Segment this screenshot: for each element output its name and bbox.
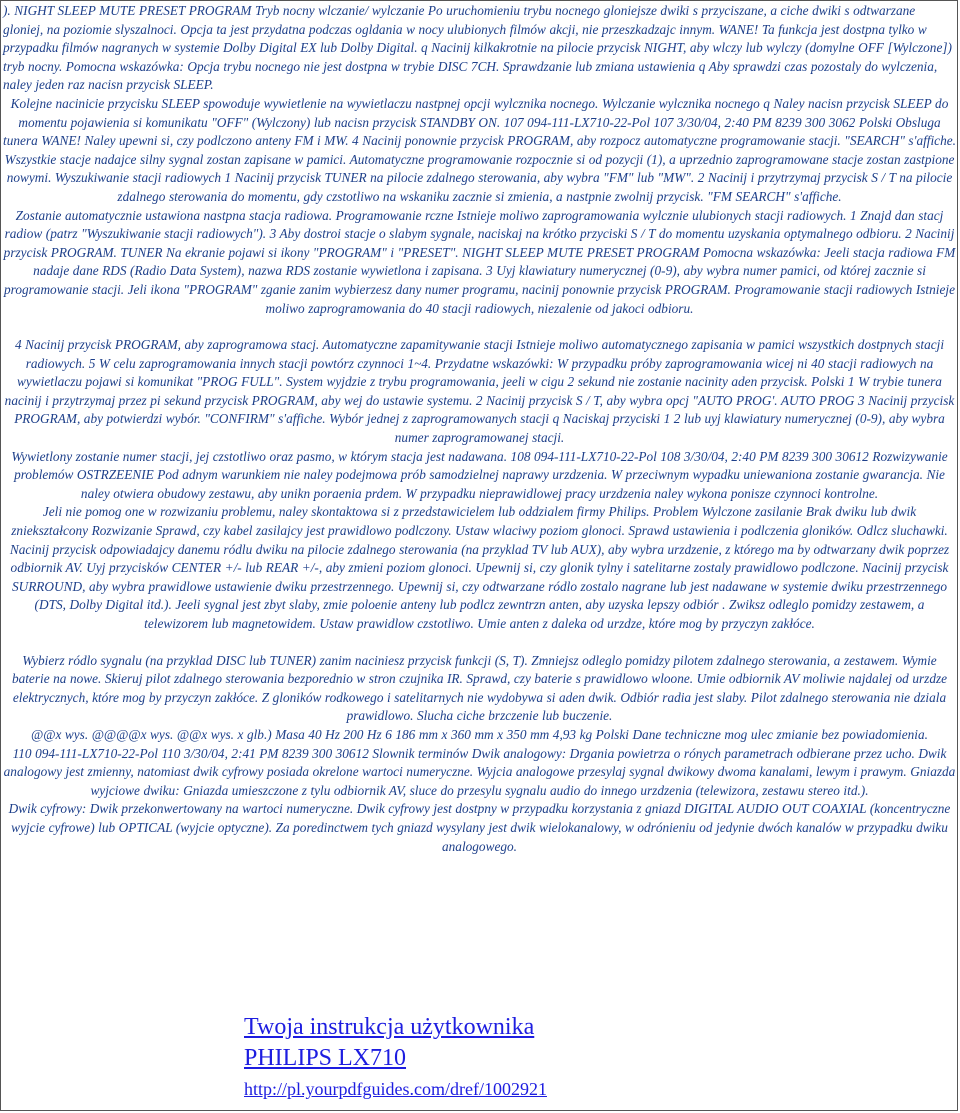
paragraph-glossary-digital: Dwik cyfrowy: Dwik przekonwertowany na wartoci numeryczne. Dwik cyfrowy jest dostpny w przypadku korzystania z gniazd DIGITAL AUDIO OUT COAXIAL (koncentryczne wyjcie cyfrowe) lub OPTICAL (wyjcie optyczne). Za poredinctwem tych gniazd wysylany jest dwik wielokanalowy, w odrónieniu od jedynie dwóch kanalów w przypadku dwiku analogowego. bbox=[8, 801, 951, 854]
footer-links bbox=[244, 1012, 547, 1102]
document-body bbox=[3, 2, 956, 856]
model-link[interactable]: PHILIPS LX710 bbox=[244, 1045, 407, 1071]
paragraph-auto-store: 4 Nacinij przycisk PROGRAM, aby zaprogramowa stacj. Automatyczne zapamitywanie stacji Istnieje moliwo automatycznego zapisania w pamici wszystkich dostpnych stacji radiowych. 5 W celu zaprogramowania innych stacji powtórz czynnoci 1~4. Przydatne wskazówki: W przypadku próby zaprogramowania wicej ni 40 stacji radiowych na wywietlaczu pojawi si komunikat "PROG FULL". System wyjdzie z trybu programowania, jeeli w cigu 2 sekund nie zostanie nacinity aden przycisk. Polski 1 W trybie tunera nacinij i przytrzymaj przez pi sekund przycisk PROGRAM, aby wej do ustawie systemu. 2 Nacinij przycisk S / T, aby wybra opcj "AUTO PROG'. AUTO PROG 3 Nacinij przycisk PROGRAM, aby potwierdzi wybór. "CONFIRM" s'affiche. Wybór jednej z zaprogramowanych stacji q Naciskaj przyciski 1 2 lub uyj klawiatury numerycznej (0-9), aby wybra numer zaprogramowanej stacji. bbox=[4, 337, 955, 446]
paragraph-gap bbox=[3, 318, 956, 336]
paragraph-sound-solutions: Nacinij przycisk odpowiadajcy danemu ródlu dwiku na pilocie zdalnego sterowania (na przyklad TV lub AUX), aby wybra urzdzenie, z którego ma by odtwarzany dwik poprzez odbiornik AV. Uyj przycisków CENTER +/- lub REAR +/-, aby zmieni poziom glonoci. Upewnij si, czy glonik tylny i satelitarne zostaly prawidlowo podlczone. Nacinij przycisk SURROUND, aby wybra prawidlowe ustawienie dwiku przestrzennego. Upewnij si, czy odtwarzane ródlo zostalo nagrane lub jest nadawane w systemie dwiku przestrzennego (DTS, Dolby Digital itd.). Jeeli sygnal jest zbyt slaby, zmie poloenie anteny lub podlcz zewntrzn anten, aby uzyska lepszy odbiór . Zwiksz odleglo pomidzy zestawem, a telewizorem lub magnetowidem. Ustaw prawidlow czstotliwo. Umie anten z daleka od urzdze, które mog by przyczyn zakłóce. bbox=[9, 541, 950, 631]
manual-title-link[interactable]: Twoja instrukcja użytkownika bbox=[244, 1014, 535, 1040]
paragraph-manual-programming: Zostanie automatycznie ustawiona nastpna stacja radiowa. Programowanie rczne Istnieje moliwo zaprogramowania wylcznie ulubionych stacji radiowych. 1 Znajd dan stacj radiow (patrz "Wyszukiwanie stacji radiowych"). 3 Aby dostroi stacje o slabym sygnale, naciskaj na krótko przyciski S / T do momentu uzyskania optymalnego odbioru. 2 Nacinij przycisk PROGRAM. TUNER Na ekranie pojawi si ikony "PROGRAM" i "PRESET". NIGHT SLEEP MUTE PRESET PROGRAM Pomocna wskazówka: Jeeli stacja radiowa FM nadaje dane RDS (Radio Data System), nazwa RDS zostanie wywietlona i zapisana. 3 Uyj klawiatury numerycznej (0-9), aby wybra numer pamici, od której zacznie si programowanie stacji. Jeli ikona "PROGRAM" zganie zanim wybierzesz dany numer programu, nacinij ponownie przycisk PROGRAM. Programowanie stacji radiowych Istnieje moliwo zaprogramowania do 40 stacji radiowych, niezalenie od jakoci odbioru. bbox=[3, 207, 956, 316]
paragraph-glossary-analog: 110 094-111-LX710-22-Pol 110 3/30/04, 2:41 PM 8239 300 30612 Slownik terminów Dwik analogowy: Drgania powietrza o rónych parametrach odbierane przez ucho. Dwik analogowy jest zmienny, natomiast dwik cyfrowy posiada okrelone wartoci numeryczne. Wyjcia analogowe przesylaj sygnal dwikowy dwoma kanalami, lewym i prawym. Gniazda wyjciowe dwiku: Gniazda umieszczone z tylu odbiornik AV, sluce do przesylu sygnalu audio do innego urzdzenia (telewizora, zestawu stereo itd.). bbox=[3, 745, 956, 798]
paragraph-gap bbox=[3, 634, 956, 652]
url-link[interactable]: http://pl.yourpdfguides.com/dref/1002921 bbox=[244, 1079, 547, 1099]
paragraph-problem-solutions: Jeli nie pomog one w rozwizaniu problemu, naley skontaktowa si z przedstawicielem lub oddzialem firmy Philips. Problem Wylczone zasilanie Brak dwiku lub dwik zniekształcony Rozwizanie Sprawd, czy kabel zasilajcy jest prawidlowo podlczony. Ustaw wlaciwy poziom glonoci. Sprawd ustawienia i podlczenia gloników. Odlcz sluchawki. bbox=[11, 504, 948, 539]
paragraph-troubleshooting: Wywietlony zostanie numer stacji, jej czstotliwo oraz pasmo, w którym stacja jest nadawana. 108 094-111-LX710-22-Pol 108 3/30/04, 2:40 PM 8239 300 30612 Rozwizywanie problemów OSTRZEENIE Pod adnym warunkiem nie naley podejmowa prób samodzielnej naprawy urzdzenia. W przeciwnym wypadku uniewaniona zostanie gwarancja. Nie naley otwiera obudowy zestawu, aby unikn poraenia prdem. W przypadku nieprawidlowej pracy urzdzenia naley wykona ponisze czynnoci kontrolne. bbox=[11, 448, 948, 501]
paragraph-remote-solutions: Wybierz ródlo sygnalu (na przyklad DISC lub TUNER) zanim naciniesz przycisk funkcji (S, T). Zmniejsz odleglo pomidzy pilotem zdalnego sterowania, a zestawem. Wymie baterie na nowe. Skieruj pilot zdalnego sterowania bezporednio w stron czujnika IR. Sprawd, czy baterie s prawidlowo wloone. Umie odbiornik AV moliwie najdalej od urzdze elektrycznych, które mog by przyczyn zakłóce. Z gloników rodkowego i satelitarnych nie wydobywa si aden dwik. Odbiór radia jest slaby. Pilot zdalnego sterowania nie dziala prawidlowo. Slucha ciche brzczenie lub buczenie. bbox=[11, 652, 948, 724]
paragraph-tuner-search: Wszystkie stacje nadajce silny sygnal zostan zapisane w pamici. Automatyczne programowanie rozpocznie si od pozycji (1), a uprzednio zaprogramowane stacje zostan zastpione nowymi. Wyszukiwanie stacji radiowych 1 Nacinij przycisk TUNER na pilocie zdalnego sterowania, aby wybra "FM" lub "MW". 2 Nacinij i przytrzymaj przycisk S / T na pilocie zdalnego sterowania do momentu, gdy czstotliwo na wskaniku zacznie si zmienia, a nastpnie zwolnij przycisk. "FM SEARCH" s'affiche. bbox=[4, 151, 955, 204]
paragraph-sleep-timer: Kolejne nacinicie przycisku SLEEP spowoduje wywietlenie na wywietlaczu nastpnej opcji wylcznika nocnego. Wylczanie wylcznika nocnego q Naley nacisn przycisk SLEEP do momentu pojawienia si komunikatu "OFF" (Wylczony) lub nacisn przycisk STANDBY ON. 107 094-111-LX710-22-Pol 107 3/30/04, 2:40 PM 8239 300 3062 Polski Obsluga tunera WANE! Naley upewni si, czy podlczono anteny FM i MW. 4 Nacinij ponownie przycisk PROGRAM, aby rozpocz automatyczne programowanie stacji. "SEARCH" s'affiche. bbox=[3, 95, 956, 149]
paragraph-night-mode: ). NIGHT SLEEP MUTE PRESET PROGRAM Tryb nocny wlczanie/ wylczanie Po uruchomieniu trybu nocnego gloniejsze dwiki s przyciszane, a ciche dwiki s odtwarzane gloniej, na poziomie slyszalnoci. Opcja ta jest przydatna podczas ogldania w nocy ulubionych filmów akcji, nie przeszkadzajc innym. WANE! Ta funkcja jest dostpna tylko w przypadku filmów nagranych w systemie Dolby Digital EX lub Dolby Digital. q Nacinij kilkakrotnie na pilocie przycisk NIGHT, aby wlczy lub wylczy (domylne OFF [Wylczone]) tryb nocny. Pomocna wskazówka: Opcja trybu nocnego nie jest dostpna w trybie DISC 7CH. Sprawdzanie lub zmiana ustawienia q Aby sprawdzi czas pozostaly do wylczenia, naley jeden raz nacisn przycisk SLEEP. bbox=[3, 3, 952, 93]
paragraph-specifications: @@x wys. @@@@x wys. @@x wys. x glb.) Masa 40 Hz 200 Hz 6 186 mm x 360 mm x 350 mm 4,93 kg Polski Dane techniczne mog ulec zmianie bez powiadomienia. bbox=[31, 726, 928, 742]
